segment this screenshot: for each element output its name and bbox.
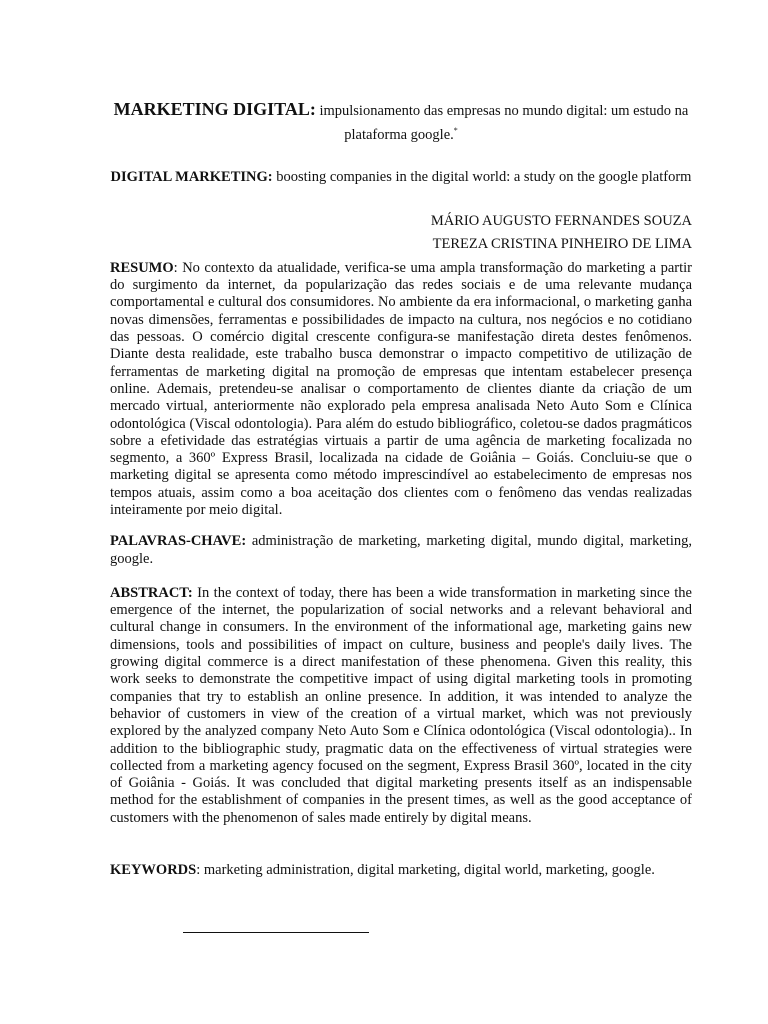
title-en-lead: DIGITAL MARKETING: [110, 168, 273, 185]
abstract-text: In the context of today, there has been a wide transformation in marketing since the emergence of the internet, the popularization of social networks and a relevant behavioral and cultural change in consumers. In the environment of the informational age, marketing gains new dimensions, tools and possibilities of impact on culture, business and people's daily lives. The growing digital commerce is a direct manifestation of these phenomena. Given this reality, this work seeks to demonstrate the competitive impact of using digital marketing tools in promoting companies that try to establish an online presence. In addition, it was intended to analyze the behavior of customers in view of the creation of a virtual market, which was not previously explored by the analyzed company Neto Auto Som e Clínica odontológica (Viscal odontologia).. In addition to the bibliographic study, pragmatic data on the effectiveness of virtual strategies were collected from a marketing agency focused on the segment, Express Brasil 360º, located in the city of Goiânia - Goiás. It was concluded that digital marketing presents itself as an indispensable method for the establishment of companies in the present times, as well as the good acceptance of customers with the phenomenon of sales made entirely by digital means. [110, 584, 692, 826]
paper-first-page [110, 100, 692, 879]
author-list [110, 210, 692, 256]
title-pt-lead: MARKETING DIGITAL: [113, 99, 316, 119]
abstract-paragraph [110, 585, 692, 827]
title-portuguese [110, 100, 692, 145]
author-name: TEREZA CRISTINA PINHEIRO DE LIMA [432, 235, 692, 252]
title-en-rest: boosting companies in the digital world: a study on the google platform [272, 168, 692, 185]
resumo-label: RESUMO [110, 259, 174, 276]
author-name: MÁRIO AUGUSTO FERNANDES SOUZA [430, 212, 692, 229]
title-english [110, 165, 692, 190]
keywords-paragraph [110, 862, 692, 879]
palavras-chave-label: PALAVRAS-CHAVE: [110, 533, 247, 550]
palavras-chave-paragraph [110, 533, 692, 568]
resumo-paragraph [110, 260, 692, 519]
resumo-text: : No contexto da atualidade, verifica-se uma ampla transformação do marketing a partir do surgimento da internet, da popularização das redes sociais e de uma relevante mudança comportamental e cultural dos consumidores. No ambiente da era informacional, o marketing ganha novas dimensões, ferramentas e possibilidades de impacto na cultura, nos negócios e no cotidiano das pessoas. O comércio digital crescente configura-se manifestação direta destes fenômenos. Diante desta realidade, este trabalho busca demonstrar o impacto competitivo de utilização de ferramentas de marketing digital na promoção de empresas que intentam estabelecer presença online. Ademais, pretendeu-se analisar o comportamento de clientes diante da criação de um mercado virtual, anteriormente não explorado pela empresa analisada Neto Auto Som e Clínica odontológica (Viscal odontologia). Para além do estudo bibliográfico, coletou-se dados pragmáticos sobre a efetividade das estratégias virtuais a partir de uma agência de marketing focalizada no segmento, a 360º Express Brasil, localizada na cidade de Goiânia – Goiás. Concluiu-se que o marketing digital se apresenta como método imprescindível ao estabelecimento de empresas nos tempos atuais, assim como a boa aceitação dos clientes com o fenômeno das vendas realizadas inteiramente por meio digital. [110, 259, 692, 518]
keywords-text: : marketing administration, digital marketing, digital world, marketing, google. [196, 862, 655, 879]
footnote-separator [183, 932, 369, 933]
title-pt-rest: impulsionamento das empresas no mundo digital: um estudo na plataforma google. [315, 103, 689, 143]
keywords-label: KEYWORDS [110, 862, 197, 879]
palavras-chave-text: administração de marketing, marketing digital, mundo digital, marketing, google. [110, 533, 692, 567]
abstract-label: ABSTRACT: [110, 584, 193, 601]
title-footnote-mark: * [453, 126, 458, 135]
